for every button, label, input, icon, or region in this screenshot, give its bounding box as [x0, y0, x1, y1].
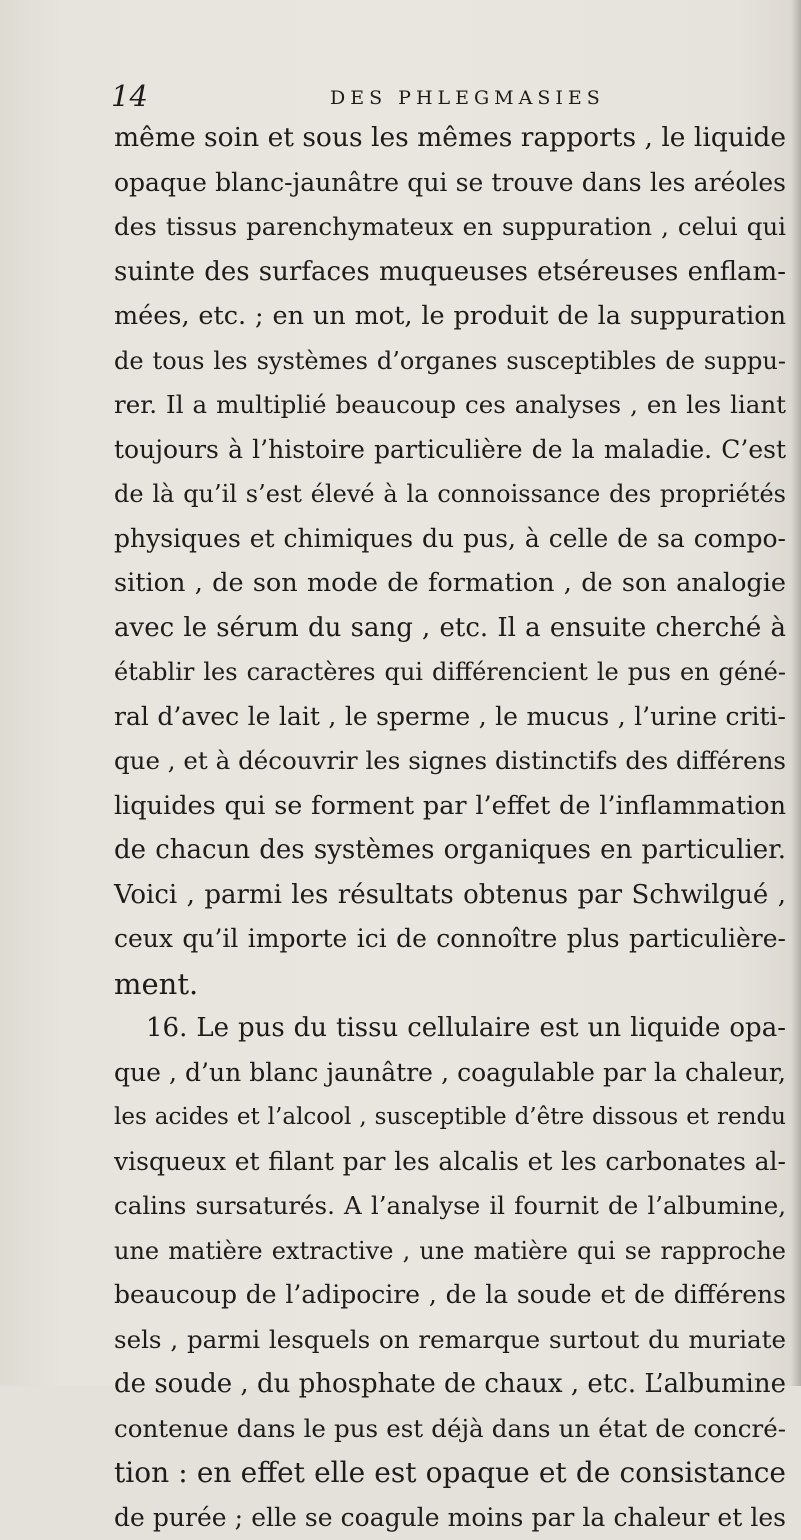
text-line: ment. [114, 962, 786, 1007]
text-line: suinte des surfaces muqueuses etséreuses enflam- [114, 250, 786, 295]
text-line: Voici , parmi les résultats obtenus par Schwilgué , [114, 873, 786, 918]
page-edge-shadow [791, 0, 801, 1386]
text-line: sels , parmi lesquels on remarque surtout du muriate [114, 1318, 786, 1363]
text-line: tion : en effet elle est opaque et de consistance [114, 1451, 786, 1496]
text-line: que , et à découvrir les signes distinctifs des différens [114, 739, 786, 784]
text-line: liquides qui se forment par l’effet de l’inflammation [114, 784, 786, 829]
page-header [0, 78, 801, 118]
text-line: des tissus parenchymateux en suppuration , celui qui [114, 205, 786, 250]
text-line: de purée ; elle se coagule moins par la chaleur et les [114, 1496, 786, 1540]
text-line: ceux qu’il importe ici de connoître plus particulière- [114, 917, 786, 962]
text-line: contenue dans le pus est déjà dans un état de concré- [114, 1407, 786, 1452]
text-line: que , d’un blanc jaunâtre , coagulable par la chaleur, [114, 1051, 786, 1096]
text-line: beaucoup de l’adipocire , de la soude et de différens [114, 1273, 786, 1318]
text-line: visqueux et filant par les alcalis et les carbonates al- [114, 1140, 786, 1185]
text-line: de tous les systèmes d’organes susceptibles de suppu- [114, 339, 786, 384]
text-line: mées, etc. ; en un mot, le produit de la suppuration [114, 294, 786, 339]
page-number: 14 [111, 78, 148, 114]
running-title: DES PHLEGMASIES [330, 83, 605, 113]
paragraph-start-line: 16. Le pus du tissu cellulaire est un liquide opa- [114, 1006, 786, 1051]
text-line: une matière extractive , une matière qui se rapproche [114, 1229, 786, 1274]
text-line: avec le sérum du sang , etc. Il a ensuite cherché à [114, 606, 786, 651]
text-line: opaque blanc-jaunâtre qui se trouve dans les aréoles [114, 161, 786, 206]
text-line: de là qu’il s’est élevé à la connoissance des propriétés [114, 472, 786, 517]
text-line: établir les caractères qui différencient le pus en géné- [114, 650, 786, 695]
text-line: ral d’avec le lait , le sperme , le mucus , l’urine criti- [114, 695, 786, 740]
text-line: les acides et l’alcool , susceptible d’être dissous et rendu [114, 1095, 786, 1140]
text-line: sition , de son mode de formation , de son analogie [114, 561, 786, 606]
text-line: de soude , du phosphate de chaux , etc. L’albumine [114, 1362, 786, 1407]
body-text [114, 116, 786, 1540]
text-line: toujours à l’histoire particulière de la maladie. C’est [114, 428, 786, 473]
text-line: de chacun des systèmes organiques en particulier. [114, 828, 786, 873]
text-line: calins sursaturés. A l’analyse il fournit de l’albumine, [114, 1184, 786, 1229]
text-line: physiques et chimiques du pus, à celle de sa compo- [114, 517, 786, 562]
text-line: rer. Il a multiplié beaucoup ces analyses , en les liant [114, 383, 786, 428]
text-line: même soin et sous les mêmes rapports , le liquide [114, 116, 786, 161]
